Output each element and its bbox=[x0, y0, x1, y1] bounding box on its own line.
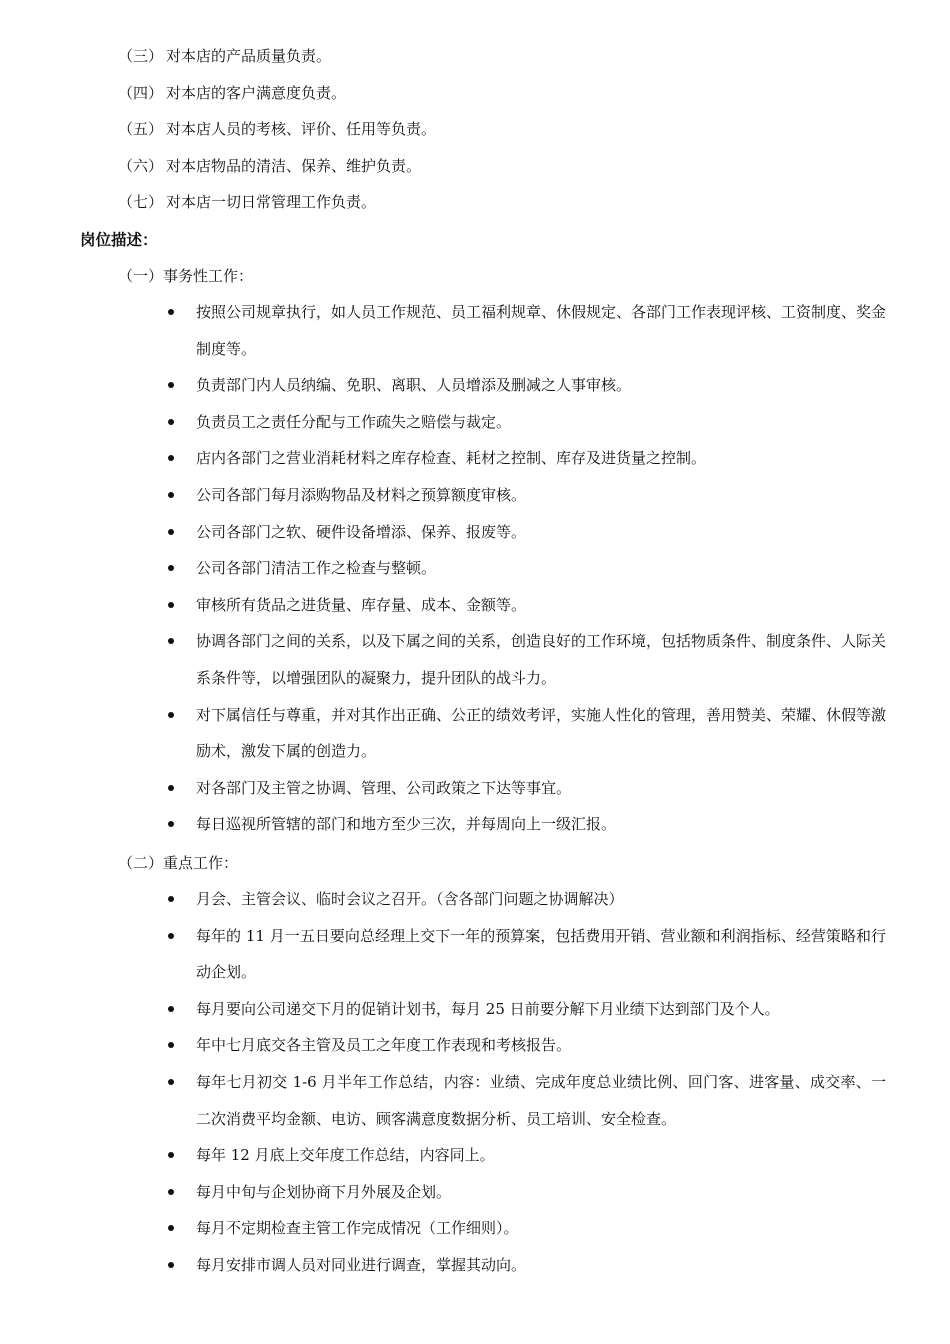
list-item bbox=[0, 623, 886, 696]
list-item-text: 每年七月初交 1-6 月半年工作总结，内容：业绩、完成年度总业绩比例、回门客、进客量、成交率、一二次消费平均金额、电访、顾客满意度数据分析、员工培训、安全检查。 bbox=[196, 1072, 886, 1128]
list-item bbox=[0, 918, 886, 991]
list-item-text: 负责部门内人员纳编、免职、离职、人员增添及删减之人事审核。 bbox=[196, 376, 632, 395]
list-item bbox=[0, 806, 886, 843]
responsibility-item bbox=[118, 148, 436, 185]
bullet-dot-icon bbox=[168, 821, 174, 827]
responsibility-item bbox=[118, 184, 436, 221]
responsibility-number: （六） bbox=[118, 156, 164, 175]
list-item-text: 每月不定期检查主管工作完成情况（工作细则）。 bbox=[196, 1219, 519, 1238]
list-item-text: 每年的 11 月一五日要向总经理上交下一年的预算案，包括费用开销、营业额和利润指标、经营策略和行动企划。 bbox=[196, 926, 886, 982]
bullet-dot-icon bbox=[168, 638, 174, 644]
list-item bbox=[0, 1064, 886, 1137]
bullet-dot-icon bbox=[168, 492, 174, 498]
list-item bbox=[0, 770, 886, 807]
key-work-title: （二）重点工作： bbox=[118, 854, 239, 872]
responsibility-text: 对本店人员的考核、评价、任用等负责。 bbox=[166, 120, 437, 139]
list-item bbox=[0, 1174, 886, 1211]
routine-work-list bbox=[0, 294, 950, 843]
bullet-dot-icon bbox=[168, 565, 174, 571]
responsibility-item bbox=[118, 111, 436, 148]
list-item-text: 公司各部门每月添购物品及材料之预算额度审核。 bbox=[196, 485, 527, 504]
list-item bbox=[0, 294, 886, 367]
responsibility-text: 对本店一切日常管理工作负责。 bbox=[166, 193, 377, 212]
list-item-text: 每年 12 月底上交年度工作总结，内容同上。 bbox=[196, 1146, 495, 1165]
list-item bbox=[0, 1027, 886, 1064]
bullet-dot-icon bbox=[168, 529, 174, 535]
bullet-dot-icon bbox=[168, 309, 174, 315]
list-item bbox=[0, 550, 886, 587]
responsibility-list bbox=[118, 38, 436, 221]
list-item bbox=[0, 514, 886, 551]
list-item bbox=[0, 1247, 886, 1284]
responsibility-text: 对本店物品的清洁、保养、维护负责。 bbox=[166, 156, 422, 175]
bullet-dot-icon bbox=[168, 785, 174, 791]
responsibility-item bbox=[118, 38, 436, 75]
list-item-text: 对下属信任与尊重，并对其作出正确、公正的绩效考评，实施人性化的管理，善用赞美、荣耀、休假等激励术，激发下属的创造力。 bbox=[196, 705, 887, 761]
bullet-dot-icon bbox=[168, 419, 174, 425]
bullet-dot-icon bbox=[168, 1042, 174, 1048]
bullet-dot-icon bbox=[168, 933, 174, 939]
bullet-dot-icon bbox=[168, 712, 174, 718]
bullet-dot-icon bbox=[168, 1079, 174, 1085]
responsibility-text: 对本店的产品质量负责。 bbox=[166, 47, 332, 65]
bullet-dot-icon bbox=[168, 1189, 174, 1195]
list-item-text: 协调各部门之间的关系，以及下属之间的关系，创造良好的工作环境，包括物质条件、制度条件、人际关系条件等，以增强团队的凝聚力，提升团队的战斗力。 bbox=[196, 632, 887, 687]
list-item bbox=[0, 404, 886, 441]
list-item-text: 公司各部门清洁工作之检查与整顿。 bbox=[196, 559, 437, 578]
list-item-text: 店内各部门之营业消耗材料之库存检查、耗材之控制、库存及进货量之控制。 bbox=[196, 449, 707, 468]
list-item-text: 每月中旬与企划协商下月外展及企划。 bbox=[196, 1182, 452, 1201]
list-item bbox=[0, 440, 886, 477]
routine-work-title: （一）事务性工作： bbox=[118, 267, 254, 285]
list-item-text: 负责员工之责任分配与工作疏失之赔偿与裁定。 bbox=[196, 412, 512, 431]
list-item-text: 月会、主管会议、临时会议之召开。（含各部门问题之协调解决） bbox=[196, 890, 624, 908]
list-item-text: 每月安排市调人员对同业进行调查，掌握其动向。 bbox=[196, 1255, 527, 1274]
list-item bbox=[0, 587, 886, 624]
bullet-dot-icon bbox=[168, 382, 174, 388]
bullet-dot-icon bbox=[168, 1152, 174, 1158]
job-description-heading: 岗位描述： bbox=[80, 231, 158, 249]
list-item-text: 每月要向公司递交下月的促销计划书，每月 25 日前要分解下月业绩下达到部门及个人。 bbox=[196, 999, 780, 1018]
bullet-dot-icon bbox=[168, 602, 174, 608]
list-item-text: 公司各部门之软、硬件设备增添、保养、报废等。 bbox=[196, 522, 527, 541]
responsibility-number: （三） bbox=[118, 47, 164, 65]
list-item bbox=[0, 477, 886, 514]
responsibility-item bbox=[118, 75, 436, 112]
responsibility-text: 对本店的客户满意度负责。 bbox=[166, 83, 347, 102]
list-item-text: 每日巡视所管辖的部门和地方至少三次，并每周向上一级汇报。 bbox=[196, 815, 617, 834]
list-item-text: 按照公司规章执行，如人员工作规范、员工福利规章、休假规定、各部门工作表现评核、工资制度、奖金制度等。 bbox=[196, 303, 887, 358]
list-item bbox=[0, 1137, 886, 1174]
list-item bbox=[0, 991, 886, 1028]
bullet-dot-icon bbox=[168, 1262, 174, 1268]
list-item bbox=[0, 1210, 886, 1247]
bullet-dot-icon bbox=[168, 896, 174, 902]
list-item-text: 对各部门及主管之协调、管理、公司政策之下达等事宜。 bbox=[196, 778, 572, 797]
responsibility-number: （五） bbox=[118, 120, 164, 139]
list-item-text: 审核所有货品之进货量、库存量、成本、金额等。 bbox=[196, 595, 527, 614]
key-work-list bbox=[0, 881, 950, 1284]
list-item bbox=[0, 881, 886, 918]
responsibility-number: （四） bbox=[118, 83, 164, 102]
bullet-dot-icon bbox=[168, 455, 174, 461]
bullet-dot-icon bbox=[168, 1006, 174, 1012]
bullet-dot-icon bbox=[168, 1225, 174, 1231]
list-item-text: 年中七月底交各主管及员工之年度工作表现和考核报告。 bbox=[196, 1036, 572, 1055]
list-item bbox=[0, 697, 886, 770]
list-item bbox=[0, 367, 886, 404]
responsibility-number: （七） bbox=[118, 193, 164, 212]
